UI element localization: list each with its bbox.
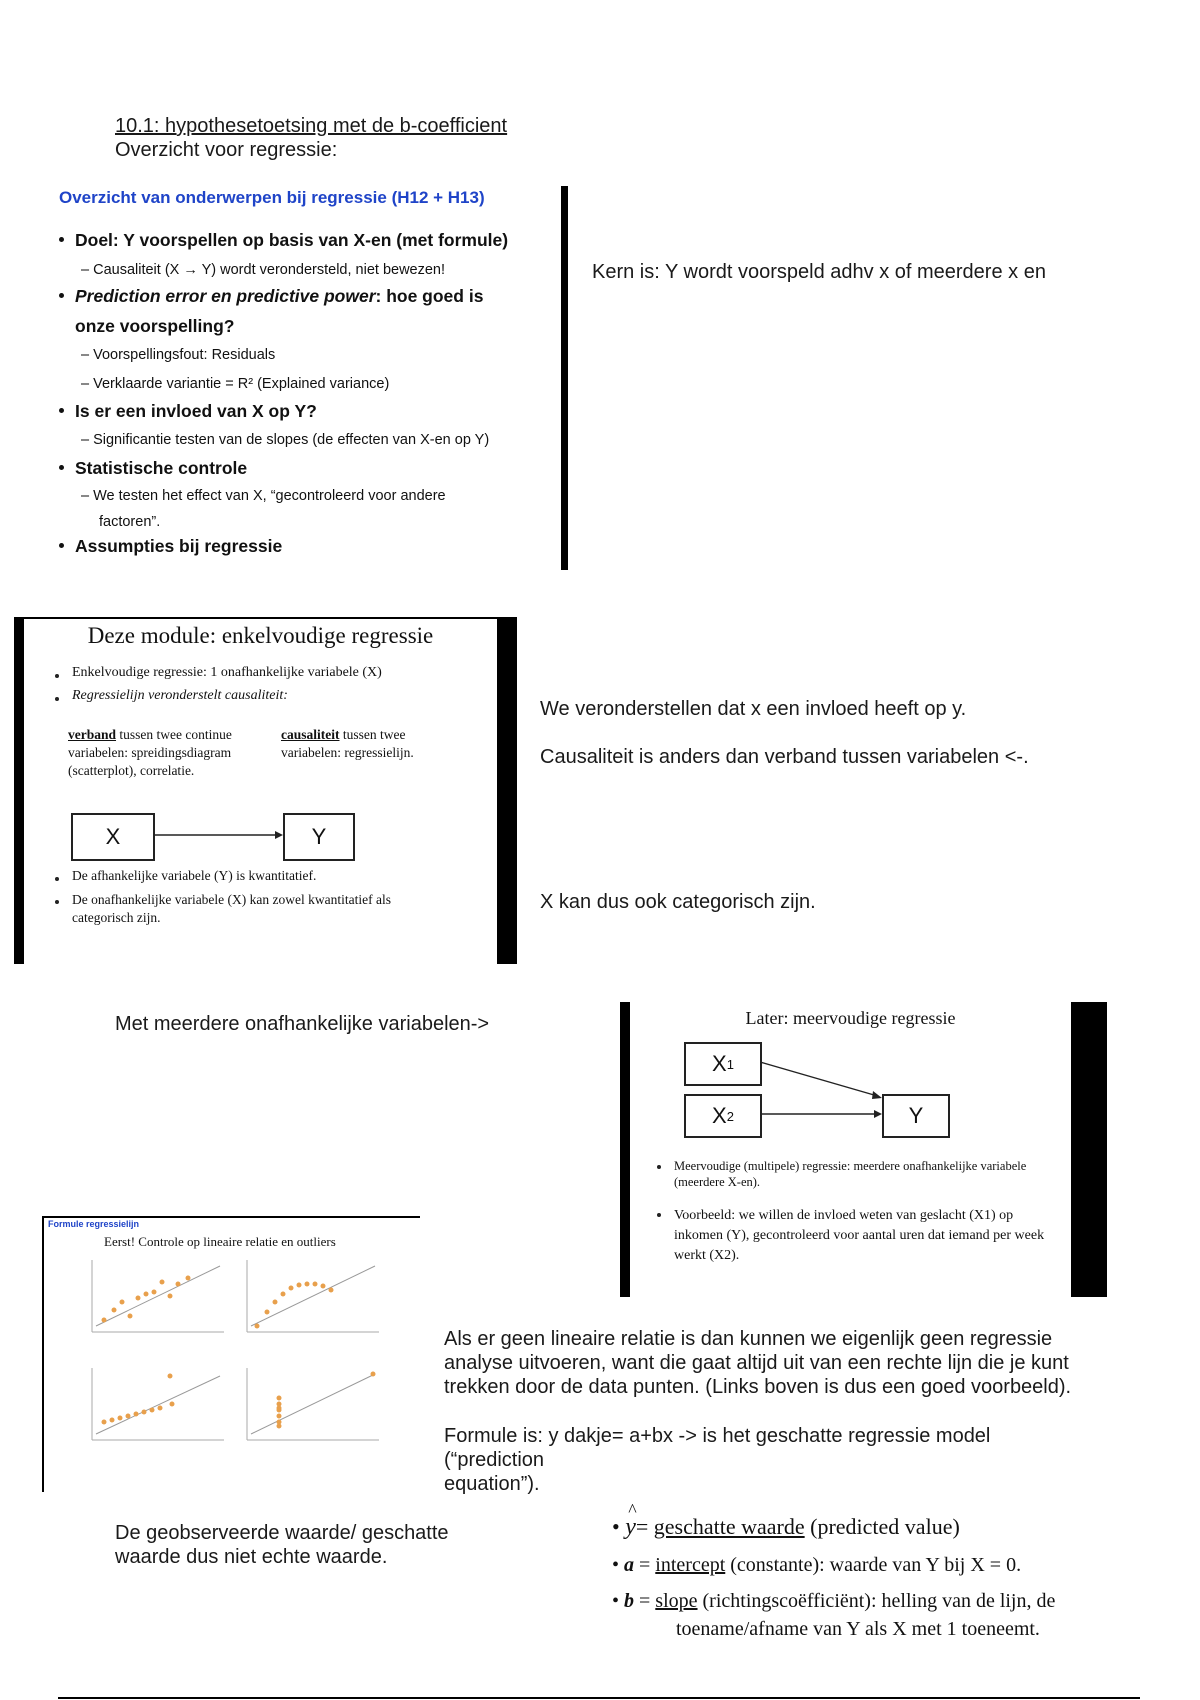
slide-border (620, 1002, 630, 1297)
scatter-plot-linear (84, 1260, 224, 1340)
bullet: Regressielijn veronderstelt causaliteit: (72, 688, 288, 703)
note-formula: Formule is: y dakje= a+bx -> is het geschatte regressie model (“prediction (444, 1425, 991, 1471)
slide-border (561, 186, 568, 570)
bullet-prediction: Prediction error en predictive power: hoe goed is (75, 286, 484, 306)
slide-overview (55, 180, 565, 580)
note-difference: Causaliteit is anders dan verband tussen variabelen <-. (540, 746, 1029, 768)
bullet-influence: Is er een invloed van X op Y? (75, 401, 317, 421)
legend-b: • b = slope (richtingscoëfficiënt): helling van de lijn, de (612, 1590, 1056, 1612)
bullet-goal: Doel: Y voorspellen op basis van X-en (met formule) (75, 230, 509, 250)
slide-formula-legend (600, 1496, 1160, 1666)
note-categorical: X kan dus ook categorisch zijn. (540, 891, 816, 913)
scatter-plot-vertical (239, 1368, 379, 1448)
note-core: Kern is: Y wordt voorspeld adhv x of meerdere x en (592, 261, 1046, 283)
bullet: De afhankelijke variabele (Y) is kwantitatief. (72, 868, 317, 883)
box-y: Y (283, 813, 355, 861)
bullet: Enkelvoudige regressie: 1 onafhankelijke variabele (X) (72, 665, 382, 680)
box-x: X (71, 813, 155, 861)
bullet-assumptions: Assumpties bij regressie (75, 536, 283, 556)
box-x1: X 1 (684, 1042, 762, 1086)
bullet: Meervoudige (multipele) regressie: meerdere onafhankelijke variabele (meerdere X-en). (674, 1159, 1027, 1189)
legend-yhat: • y ^ = geschatte waarde (predicted value) (612, 1500, 960, 1540)
note-observed: De geobserveerde waarde/ geschatte waarde dus niet echte waarde. (115, 1522, 449, 1568)
sub-bullet: – We testen het effect van X, “gecontroleerd voor andere (81, 488, 446, 504)
bullet-prediction-line2: onze voorspelling? (75, 316, 235, 336)
section-title: 10.1: hypothesetoetsing met de b-coefficient (115, 115, 508, 137)
section-subtitle: Overzicht voor regressie: (115, 139, 338, 161)
sub-bullet: – Causaliteit (X → Y) wordt verondersteld, niet bewezen! (81, 262, 446, 278)
slide-border (497, 617, 517, 964)
arrow-x-to-y (155, 825, 283, 845)
sub-bullet: – Verklaarde variantie = R² (Explained variance) (81, 376, 390, 392)
sub-bullet-cont: factoren”. (99, 514, 161, 530)
legend-b-line2: toename/afname van Y als X met 1 toeneemt. (676, 1618, 1040, 1640)
slide-border (14, 617, 24, 964)
sub-bullet: – Voorspellingsfout: Residuals (81, 347, 276, 363)
column-causality: causaliteit tussen twee variabelen: regressielijn. (281, 727, 414, 760)
note-causal: We veronderstellen dat x een invloed heeft op y. (540, 698, 967, 720)
slide-scatterplots (44, 1218, 420, 1492)
bullet: Voorbeeld: we willen de invloed weten van geslacht (X1) op inkomen (Y), gecontroleerd voor aantal uren dat iemand per week werkt (X2). (674, 1208, 1045, 1263)
slide-title: Overzicht van onderwerpen bij regressie (H12 + H13) (59, 188, 485, 207)
box-x2: X 2 (684, 1094, 762, 1138)
note-linear: Als er geen lineaire relatie is dan kunnen we eigenlijk geen regressie analyse uitvoeren, want die gaat altijd uit van een rechte lijn die je kunt trekken door de data punten. (Links boven is dus een goed voorbeeld). (444, 1328, 1072, 1398)
legend-a: • a = intercept (constante): waarde van Y bij X = 0. (612, 1554, 1022, 1576)
slide-label: Formule regressielijn (48, 1219, 140, 1229)
bottom-rule (58, 1697, 1140, 1699)
sub-bullet: – Significantie testen van de slopes (de effecten van X-en op Y) (81, 432, 490, 448)
slide-simple-regression (24, 619, 497, 964)
scatter-plot-outlier (84, 1368, 224, 1448)
slide-title: Eerst! Controle op lineaire relatie en outliers (104, 1234, 336, 1249)
column-association: verband tussen twee continue variabelen: spreidingsdiagram (scatterplot), correlatie. (68, 727, 232, 778)
slide-title: Deze module: enkelvoudige regressie (87, 623, 434, 648)
note-formula-cont: equation”). (444, 1473, 540, 1495)
scatter-plot-curved (239, 1260, 379, 1340)
bullet-control: Statistische controle (75, 458, 248, 478)
note-multiple: Met meerdere onafhankelijke variabelen-> (115, 1013, 490, 1035)
slide-border (1071, 1002, 1107, 1297)
arrows-to-y (760, 1057, 884, 1127)
slide-multiple-regression (630, 1002, 1071, 1297)
bullet: De onafhankelijke variabele (X) kan zowel kwantitatief als categorisch zijn. (72, 892, 391, 925)
box-y: Y (882, 1094, 950, 1138)
slide-title: Later: meervoudige regressie (745, 1008, 956, 1028)
